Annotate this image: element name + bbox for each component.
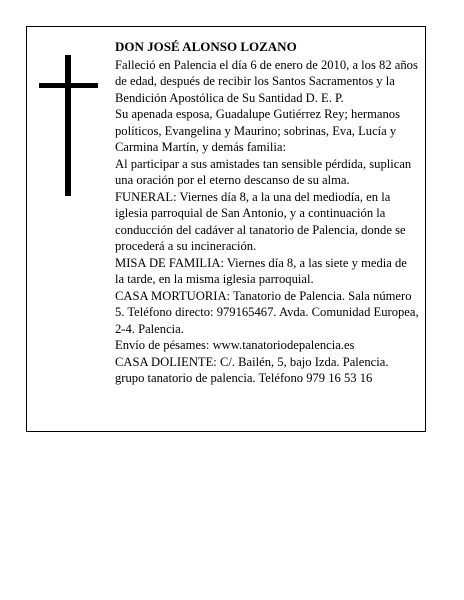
death-announcement: Falleció en Palencia el día 6 de enero de 2010, a los 82 años de edad, después de recibir los Santos Sacramentos y la Bendición Apostólica de Su Santidad D. E. P. (115, 57, 418, 105)
obituary-notice (26, 26, 426, 432)
family-mass-info: MISA DE FAMILIA: Viernes día 8, a las siete y media de la tarde, en la misma iglesia parroquial. (115, 255, 407, 286)
mortuary-info: CASA MORTUORIA: Tanatorio de Palencia. Sala número 5. Teléfono directo: 979165467. Avda. Comunidad Europea, 2-4. Palencia. (115, 288, 419, 336)
funeral-info: FUNERAL: Viernes día 8, a la una del mediodía, en la iglesia parroquial de San Antonio, y a continuación la conducción del cadáver al tanatorio de Palencia, donde se procederá a su incineración. (115, 189, 406, 253)
notice-text (115, 39, 419, 387)
cross-horizontal-bar (39, 83, 98, 88)
condolences-link: Envío de pésames: www.tanatoriodepalencia.es (115, 338, 355, 352)
family-home-info: CASA DOLIENTE: C/. Bailén, 5, bajo Izda. Palencia. grupo tanatorio de palencia. Teléfono 979 16 53 16 (115, 354, 389, 385)
deceased-name: DON JOSÉ ALONSO LOZANO (115, 39, 297, 54)
prayer-request: Al participar a sus amistades tan sensible pérdida, suplican una oración por el eterno descanso de su alma. (115, 156, 412, 187)
family-list: Su apenada esposa, Guadalupe Gutiérrez Rey; hermanos políticos, Evangelina y Maurino; sobrinas, Eva, Lucía y Carmina Martín, y demás familia: (115, 107, 401, 154)
cross-vertical-bar (65, 55, 71, 196)
